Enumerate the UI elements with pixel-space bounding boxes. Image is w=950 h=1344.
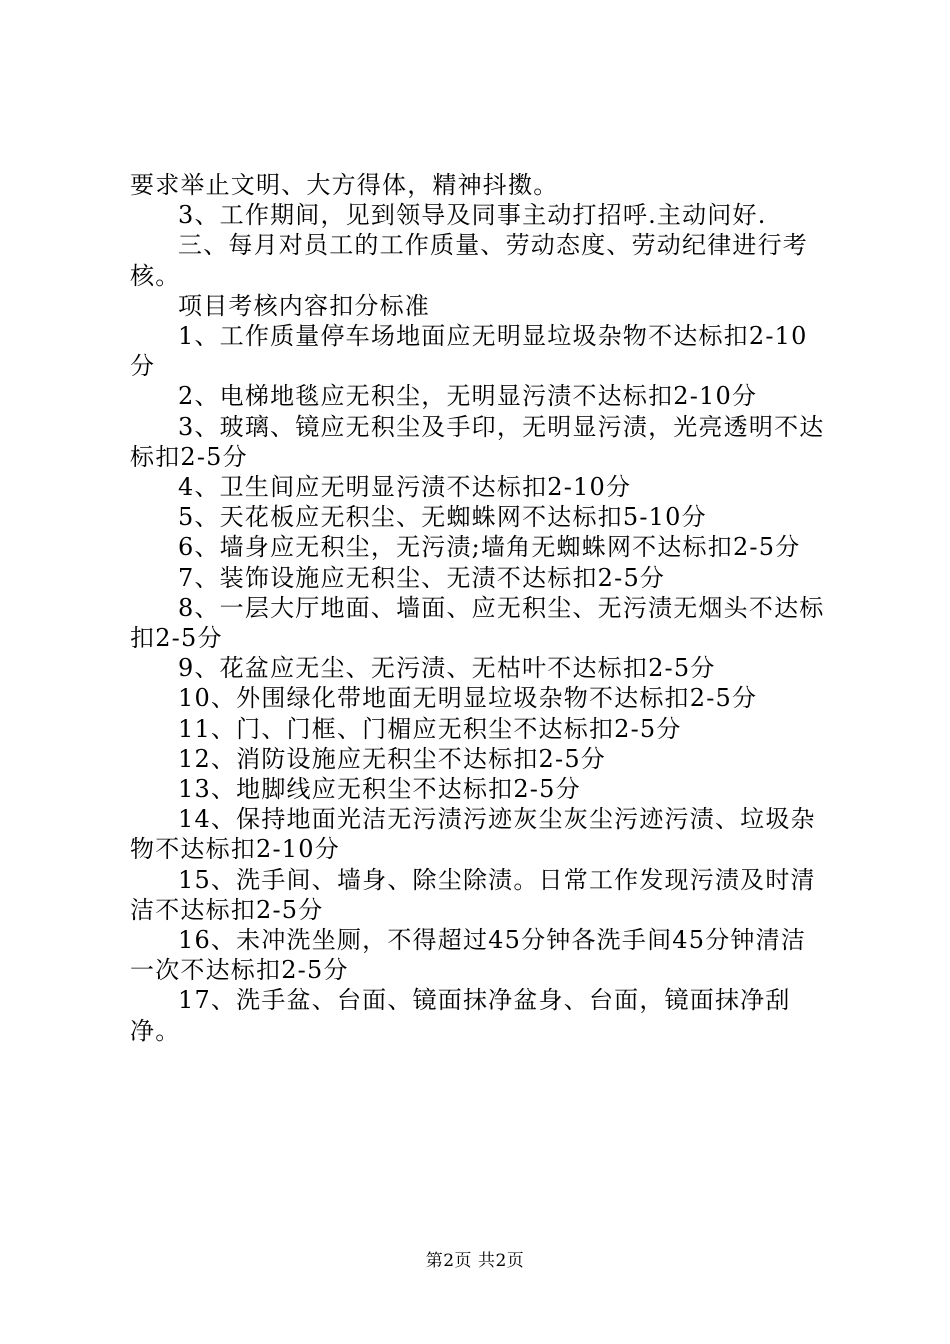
paragraph: 14、保持地面光洁无污渍污迹灰尘灰尘污迹污渍、垃圾杂物不达标扣2-10分 [130, 805, 816, 864]
paragraph: 5、天花板应无积尘、无蜘蛛网不达标扣5-10分 [178, 503, 707, 532]
paragraph: 6、墙身应无积尘，无污渍;墙角无蜘蛛网不达标扣2-5分 [178, 533, 801, 562]
paragraph: 16、未冲洗坐厕，不得超过45分钟各洗手间45分钟清洁一次不达标扣2-5分 [130, 926, 807, 985]
paragraph: 要求举止文明、大方得体，精神抖擞。 [130, 171, 559, 199]
paragraph: 15、洗手间、墙身、除尘除渍。日常工作发现污渍及时清洁不达标扣2-5分 [130, 865, 816, 924]
paragraph: 9、花盆应无尘、无污渍、无枯叶不达标扣2-5分 [178, 654, 716, 683]
paragraph: 8、一层大厅地面、墙面、应无积尘、无污渍无烟头不达标扣2-5分 [130, 593, 825, 653]
paragraph: 2、电梯地毯应无积尘，无明显污渍不达标扣2-10分 [178, 382, 758, 411]
paragraph: 11、门、门框、门楣应无积尘不达标扣2-5分 [178, 714, 682, 743]
paragraph: 10、外围绿化带地面无明显垃圾杂物不达标扣2-5分 [178, 684, 758, 713]
paragraph: 三、每月对员工的工作质量、劳动态度、劳动纪律进行考核。 [130, 231, 808, 290]
paragraph: 12、消防设施应无积尘不达标扣2-5分 [178, 744, 606, 773]
paragraph: 3、玻璃、镜应无积尘及手印，无明显污渍，光亮透明不达标扣2-5分 [130, 412, 825, 471]
paragraph: 项目考核内容扣分标准 [178, 291, 430, 320]
paragraph: 7、装饰设施应无积尘、无渍不达标扣2-5分 [178, 563, 666, 592]
page-footer [0, 1246, 950, 1271]
page-number: 第2页 共2页 [425, 1251, 525, 1271]
paragraph: 3、工作期间，见到领导及同事主动打招呼.主动问好. [178, 201, 767, 230]
paragraph: 13、地脚线应无积尘不达标扣2-5分 [178, 775, 581, 804]
paragraph: 4、卫生间应无明显污渍不达标扣2-10分 [178, 473, 632, 502]
paragraph: 17、洗手盆、台面、镜面抹净盆身、台面，镜面抹净刮净。 [130, 986, 791, 1045]
paragraph: 1、工作质量停车场地面应无明显垃圾杂物不达标扣2-10分 [130, 322, 808, 381]
document-body [130, 170, 830, 1046]
